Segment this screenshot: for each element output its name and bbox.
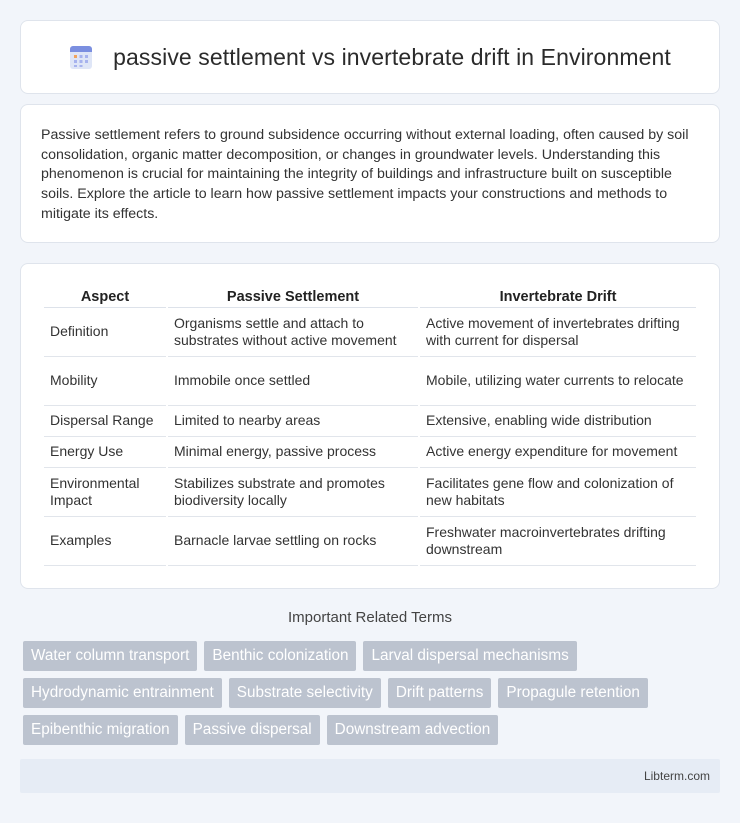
related-term-tag[interactable]: Larval dispersal mechanisms bbox=[363, 641, 576, 671]
related-term-tag[interactable]: Hydrodynamic entrainment bbox=[23, 678, 222, 708]
table-cell: Stabilizes substrate and promotes biodiversity locally bbox=[168, 468, 418, 517]
table-cell: Dispersal Range bbox=[44, 406, 166, 437]
related-terms-list bbox=[23, 641, 703, 752]
table-cell: Active movement of invertebrates drifting with current for dispersal bbox=[420, 308, 696, 357]
header-invertebrate-drift: Invertebrate Drift bbox=[420, 284, 696, 308]
table-cell: Barnacle larvae settling on rocks bbox=[168, 517, 418, 566]
related-term-tag[interactable]: Drift patterns bbox=[388, 678, 492, 708]
intro-text: Passive settlement refers to ground subsidence occurring without external loading, often caused by soil consolidation, organic matter decomposition, or changes in groundwater levels. Understanding this phenomenon is crucial for maintaining the integrity of buildings and infrastructure built on susceptible soils. Explore the article to learn how passive settlement impacts your constructions and methods to mitigate its effects. bbox=[41, 127, 689, 222]
table-row bbox=[44, 357, 696, 406]
page-title: passive settlement vs invertebrate drift in Environment bbox=[113, 43, 671, 70]
title-card bbox=[20, 20, 720, 94]
footer-site-link[interactable]: Libterm.com bbox=[643, 769, 710, 783]
footer bbox=[20, 759, 720, 793]
table-header-row bbox=[44, 284, 696, 308]
table-cell: Organisms settle and attach to substrates without active movement bbox=[168, 308, 418, 357]
related-term-tag[interactable]: Benthic colonization bbox=[204, 641, 356, 671]
table-cell: Mobility bbox=[44, 357, 166, 406]
related-term-tag[interactable]: Water column transport bbox=[23, 641, 197, 671]
table-cell: Environmental Impact bbox=[44, 468, 166, 517]
table-cell: Minimal energy, passive process bbox=[168, 437, 418, 468]
table-cell: Extensive, enabling wide distribution bbox=[420, 406, 696, 437]
table-row bbox=[44, 468, 696, 517]
tag-row bbox=[23, 678, 703, 708]
intro-card bbox=[20, 104, 720, 243]
tag-row bbox=[23, 715, 703, 745]
table-cell: Immobile once settled bbox=[168, 357, 418, 406]
header-passive-settlement: Passive Settlement bbox=[168, 284, 418, 308]
table-cell: Definition bbox=[44, 308, 166, 357]
table-row bbox=[44, 517, 696, 566]
header-aspect: Aspect bbox=[44, 284, 166, 308]
table-row bbox=[44, 437, 696, 468]
related-term-tag[interactable]: Downstream advection bbox=[327, 715, 499, 745]
related-term-tag[interactable]: Epibenthic migration bbox=[23, 715, 178, 745]
related-term-tag[interactable]: Substrate selectivity bbox=[229, 678, 381, 708]
tag-row bbox=[23, 641, 703, 671]
comparison-table-card bbox=[20, 263, 720, 589]
table-cell: Energy Use bbox=[44, 437, 166, 468]
comparison-table bbox=[42, 284, 698, 566]
related-term-tag[interactable]: Passive dispersal bbox=[185, 715, 320, 745]
related-term-tag[interactable]: Propagule retention bbox=[498, 678, 648, 708]
table-cell: Active energy expenditure for movement bbox=[420, 437, 696, 468]
document-icon bbox=[69, 44, 93, 70]
related-terms-title: Important Related Terms bbox=[288, 609, 452, 626]
table-cell: Limited to nearby areas bbox=[168, 406, 418, 437]
table-cell: Facilitates gene flow and colonization of new habitats bbox=[420, 468, 696, 517]
table-row bbox=[44, 406, 696, 437]
table-cell: Mobile, utilizing water currents to relocate bbox=[420, 357, 696, 406]
table-row bbox=[44, 308, 696, 357]
table-cell: Examples bbox=[44, 517, 166, 566]
table-cell: Freshwater macroinvertebrates drifting downstream bbox=[420, 517, 696, 566]
